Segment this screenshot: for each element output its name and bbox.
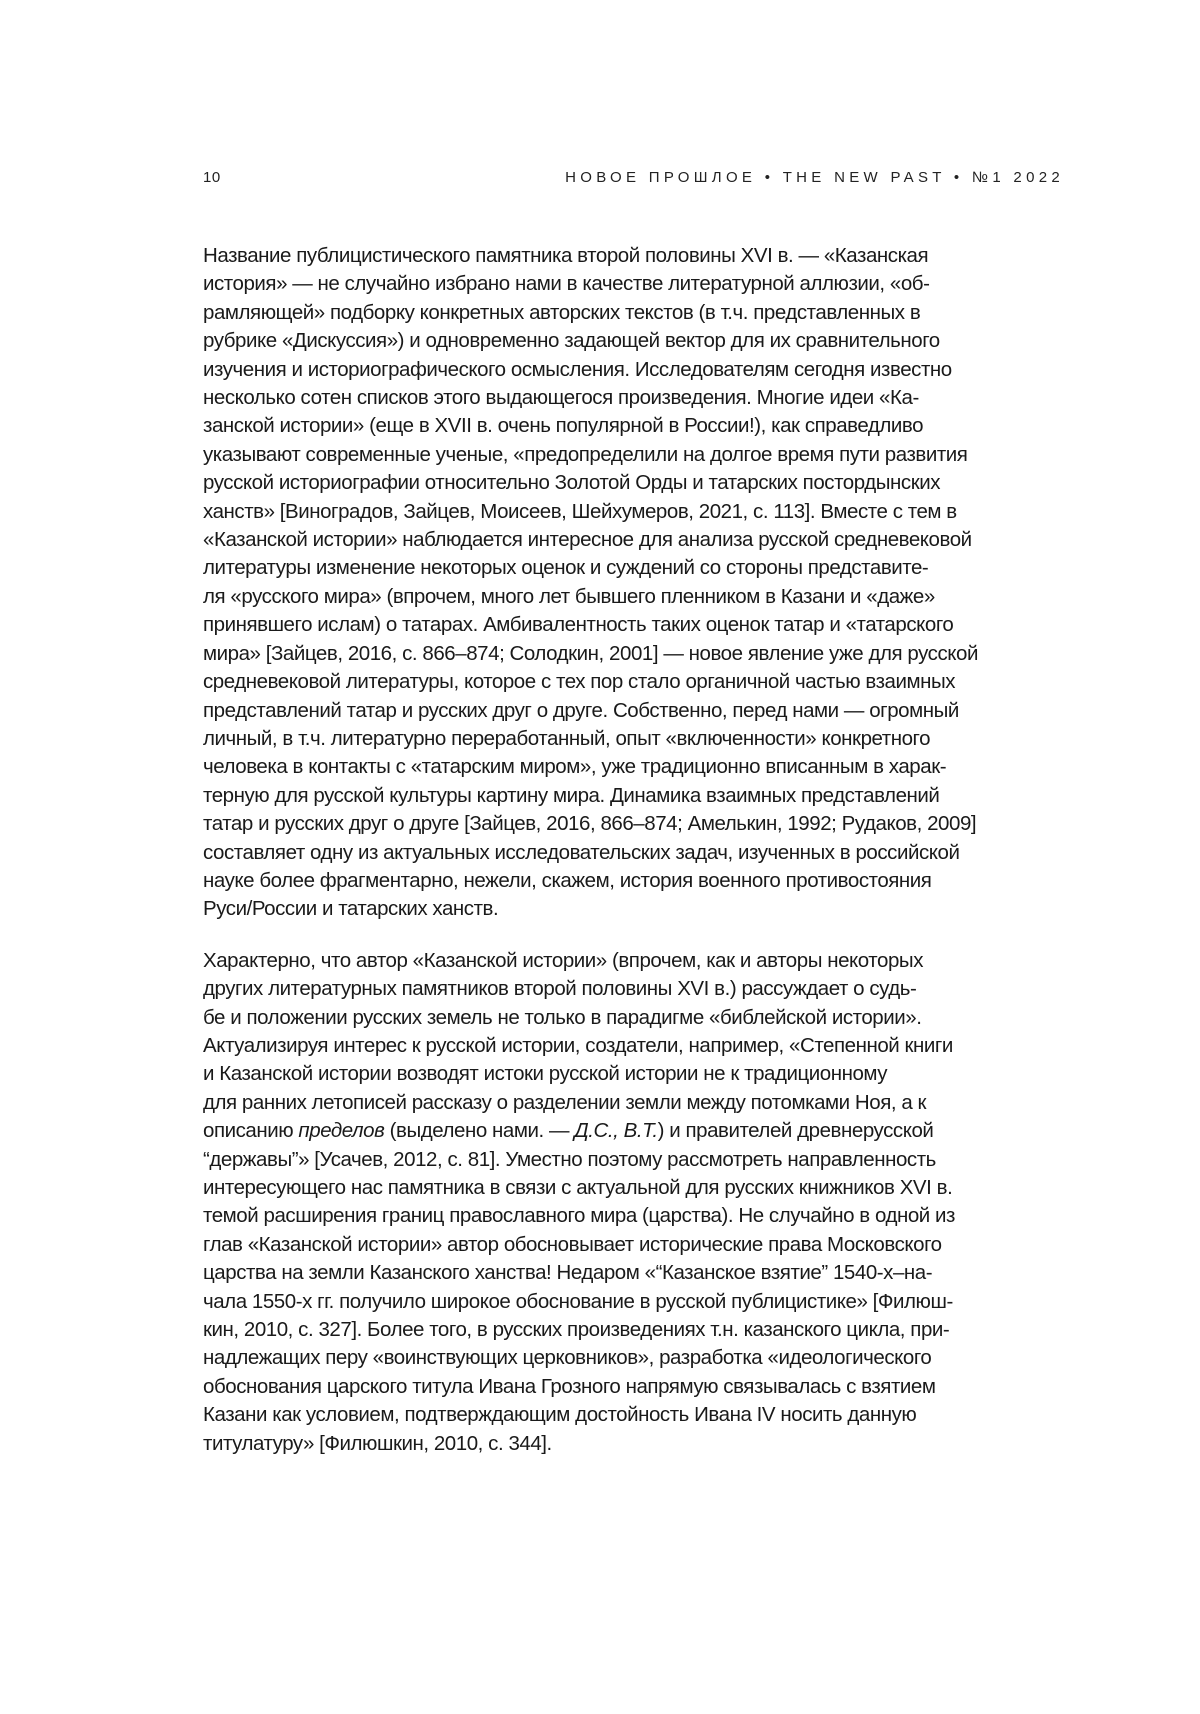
running-header (203, 166, 1060, 188)
paragraph-line: указывают современные ученые, «предопределили на долгое время пути развития (203, 441, 1060, 469)
article-body (203, 242, 1060, 1481)
paragraph-line: и Казанской истории возводят истоки русской истории не к традиционному (203, 1060, 1060, 1088)
paragraph-line: средневековой литературы, которое с тех пор стало органичной частью взаимных (203, 668, 1060, 696)
paragraph-line: личный, в т.ч. литературно переработанный, опыт «включенности» конкретного (203, 725, 1060, 753)
paragraph-line: ханств» [Виноградов, Зайцев, Моисеев, Шейхумеров, 2021, с. 113]. Вместе с тем в (203, 498, 1060, 526)
paragraph-line: для ранних летописей рассказу о разделении земли между потомками Ноя, а к (203, 1089, 1060, 1117)
document-page (0, 0, 1200, 1714)
paragraph-line: темой расширения границ православного мира (царства). Не случайно в одной из (203, 1202, 1060, 1230)
paragraph-line: обоснования царского титула Ивана Грозного напрямую связывалась с взятием (203, 1373, 1060, 1401)
paragraph-line: «Казанской истории» наблюдается интересное для анализа русской средневековой (203, 526, 1060, 554)
paragraph-line: занской истории» (еще в XVII в. очень популярной в России!), как справедливо (203, 412, 1060, 440)
paragraph-line: Название публицистического памятника второй половины XVI в. — «Казанская (203, 242, 1060, 270)
paragraph-line: царства на земли Казанского ханства! Недаром «“Казанское взятие” 1540-х–на- (203, 1259, 1060, 1287)
paragraph-line: Руси/России и татарских ханств. (203, 895, 1060, 923)
paragraph-line (203, 1117, 1060, 1145)
paragraph-line: рамляющей» подборку конкретных авторских текстов (в т.ч. представленных в (203, 299, 1060, 327)
paragraph-line: составляет одну из актуальных исследовательских задач, изученных в российской (203, 839, 1060, 867)
journal-title: НОВОЕ ПРОШЛОЕ • THE NEW PAST • №1 2022 (565, 169, 1064, 186)
paragraph-line: человека в контакты с «татарским миром», уже традиционно вписанным в харак- (203, 753, 1060, 781)
paragraph-line: русской историографии относительно Золотой Орды и татарских постордынских (203, 469, 1060, 497)
paragraph-line: титулатуру» [Филюшкин, 2010, с. 344]. (203, 1430, 1060, 1458)
line-text: (выделено нами. — (384, 1119, 574, 1142)
paragraph-line: несколько сотен списков этого выдающегося произведения. Многие идеи «Ка- (203, 384, 1060, 412)
paragraph-line: “державы”» [Усачев, 2012, с. 81]. Уместно поэтому рассмотреть направленность (203, 1146, 1060, 1174)
paragraph-line: науке более фрагментарно, нежели, скажем, история военного противостояния (203, 867, 1060, 895)
italic-term: пределов (298, 1119, 384, 1142)
paragraph-line: история» — не случайно избрано нами в качестве литературной аллюзии, «об- (203, 270, 1060, 298)
paragraph-line: Характерно, что автор «Казанской истории» (впрочем, как и авторы некоторых (203, 947, 1060, 975)
line-text: описанию (203, 1119, 298, 1142)
paragraph-line: бе и положении русских земель не только в парадигме «библейской истории». (203, 1004, 1060, 1032)
paragraph-line: Актуализируя интерес к русской истории, создатели, например, «Степенной книги (203, 1032, 1060, 1060)
paragraph-line: татар и русских друг о друге [Зайцев, 2016, 866–874; Амелькин, 1992; Рудаков, 2009] (203, 810, 1060, 838)
paragraph-line: литературы изменение некоторых оценок и суждений со стороны представите- (203, 554, 1060, 582)
paragraph-line: ля «русского мира» (впрочем, много лет бывшего пленником в Казани и «даже» (203, 583, 1060, 611)
paragraph-1 (203, 242, 1060, 924)
paragraph-line: Казани как условием, подтверждающим достойность Ивана IV носить данную (203, 1401, 1060, 1429)
paragraph-line: других литературных памятников второй половины XVI в.) рассуждает о судь- (203, 975, 1060, 1003)
page-number: 10 (203, 169, 221, 186)
paragraph-line: глав «Казанской истории» автор обосновывает исторические права Московского (203, 1231, 1060, 1259)
paragraph-line: представлений татар и русских друг о друге. Собственно, перед нами — огромный (203, 697, 1060, 725)
paragraph-line: надлежащих перу «воинствующих церковников», разработка «идеологического (203, 1344, 1060, 1372)
paragraph-line: чала 1550-х гг. получило широкое обоснование в русской публицистике» [Филюш- (203, 1288, 1060, 1316)
paragraph-2 (203, 947, 1060, 1458)
paragraph-line: терную для русской культуры картину мира. Динамика взаимных представлений (203, 782, 1060, 810)
paragraph-line: рубрике «Дискуссия») и одновременно задающей вектор для их сравнительного (203, 327, 1060, 355)
paragraph-line: интересующего нас памятника в связи с актуальной для русских книжников XVI в. (203, 1174, 1060, 1202)
paragraph-line: изучения и историографического осмысления. Исследователям сегодня известно (203, 356, 1060, 384)
paragraph-line: принявшего ислам) о татарах. Амбивалентность таких оценок татар и «татарского (203, 611, 1060, 639)
italic-initials: Д.С., В.Т. (574, 1119, 657, 1142)
paragraph-line: кин, 2010, с. 327]. Более того, в русских произведениях т.н. казанского цикла, при- (203, 1316, 1060, 1344)
paragraph-line: мира» [Зайцев, 2016, с. 866–874; Солодкин, 2001] — новое явление уже для русской (203, 640, 1060, 668)
line-text: ) и правителей древнерусской (658, 1119, 934, 1142)
